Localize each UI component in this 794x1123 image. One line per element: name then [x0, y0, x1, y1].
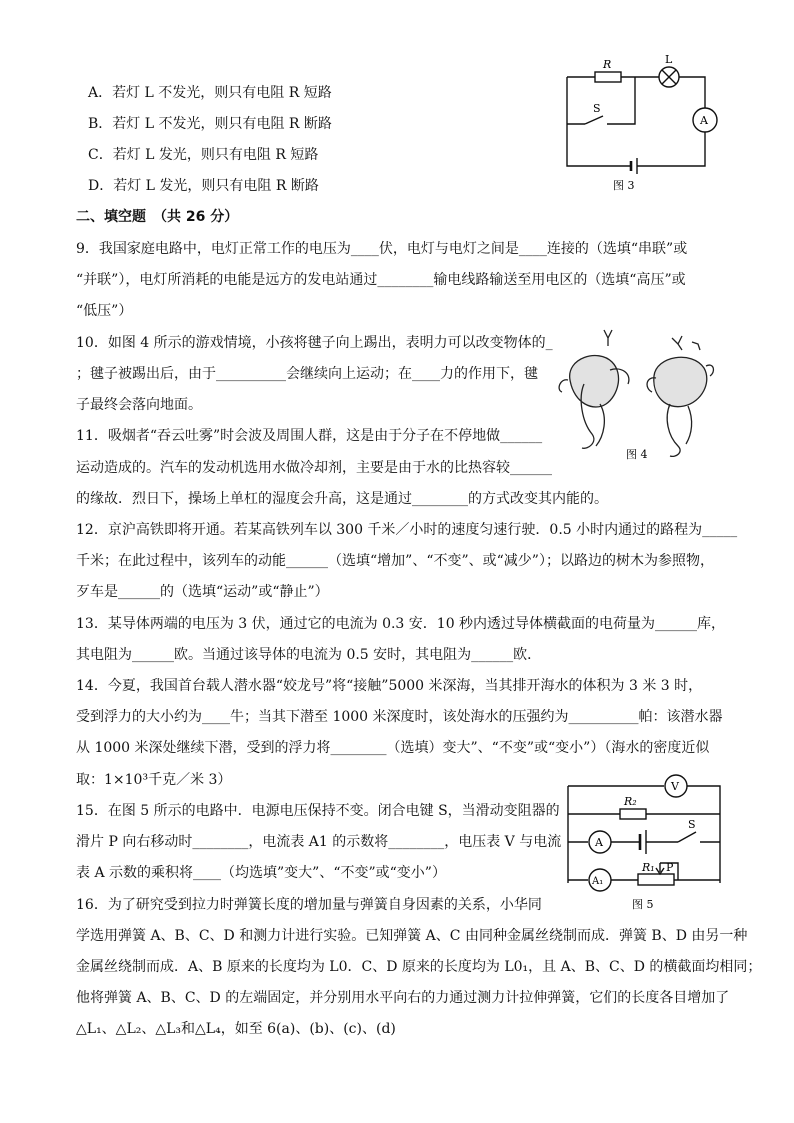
- q11-line-1: 11．吸烟者“吞云吐雾”时会波及周围人群，这是由于分子在不停地做______: [76, 428, 543, 444]
- q9-line-1: 9．我国家庭电路中，电灯正常工作的电压为____伏，电灯与电灯之间是____连接的（选填“串联”或: [76, 241, 688, 257]
- q12-line-3: 歹车是______的（选填“运动”或“静止”）: [76, 584, 329, 600]
- fig3-label-a: A: [700, 114, 708, 127]
- q16-line-3: 金属丝绕制而成．A、B 原来的长度均为 L0．C、D 原来的长度均为 L0₁，且 A、B、C、D 的横截面均相同；: [76, 959, 762, 975]
- q16-line-4: 他将弹簧 A、B、C、D 的左端固定，并分别用水平向右的力通过测力计拉伸弹簧，它们的长度各目增加了: [76, 990, 730, 1006]
- q15-line-1: 15．在图 5 所示的电路中．电源电压保持不变。闭合电键 S，当滑动变阻器的: [76, 803, 560, 819]
- option-a: A．若灯 L 不发光，则只有电阻 R 短路: [88, 85, 332, 101]
- q13-line-1: 13．某导体两端的电压为 3 伏，通过它的电流为 0.3 安．10 秒内透过导体横截面的电荷量为______库，: [76, 616, 726, 632]
- figure-4-shuttlecock-kids: [552, 318, 718, 464]
- fig3-caption: 图 3: [613, 179, 635, 192]
- q16-line-5: △L₁、△L₂、△L₃和△L₄，如至 6(a)、(b)、(c)、(d): [76, 1021, 396, 1037]
- fig5-label-p: P: [666, 861, 674, 874]
- q11-line-2: 运动造成的。汽车的发动机选用水做冷却剂，主要是由于水的比热容较______: [76, 460, 552, 476]
- q9-line-2: “并联”），电灯所消耗的电能是远方的发电站通过________输电线路输送至用电区的（选填“高压”或: [76, 272, 686, 288]
- fig5-label-r2: R₂: [624, 795, 637, 808]
- option-d: D．若灯 L 发光，则只有电阻 R 断路: [88, 178, 319, 194]
- fig5-caption: 图 5: [632, 898, 654, 911]
- fig5-label-a: A: [595, 836, 603, 849]
- option-b: B．若灯 L 不发光，则只有电阻 R 断路: [88, 116, 332, 132]
- fig3-label-l: L: [665, 53, 673, 66]
- fig5-label-a1: A₁: [592, 876, 604, 887]
- q10-line-3: 子最终会落向地面。: [76, 397, 202, 413]
- q14-line-2: 受到浮力的大小约为____牛；当其下潜至 1000 米深度时，该处海水的压强约为__________帕：该潜水器: [76, 709, 723, 725]
- fig4-caption: 图 4: [626, 448, 648, 461]
- fig5-label-v: V: [671, 780, 679, 793]
- fig5-label-r1: R₁: [642, 861, 655, 874]
- option-c: C．若灯 L 发光，则只有电阻 R 短路: [88, 147, 319, 163]
- q14-line-4: 取：1×10³千克／米 3）: [76, 772, 232, 788]
- fig5-label-s: S: [688, 818, 696, 831]
- fig3-label-s: S: [593, 102, 601, 115]
- q14-line-3: 从 1000 米深处继续下潜，受到的浮力将________（选填）变大”、“不变”或“变小”）（海水的密度近似: [76, 740, 710, 756]
- q10-line-2: ；毽子被踢出后，由于__________会继续向上运动；在____力的作用下，毽: [76, 366, 538, 382]
- q15-line-2: 滑片 P 向右移动时________，电流表 A1 的示数将________，电压表 V 与电流: [76, 834, 562, 850]
- q16-line-1: 16．为了研究受到拉力时弹簧长度的增加量与弹簧自身因素的关系，小华同: [76, 897, 542, 913]
- q12-line-2: 千米；在此过程中，该列车的动能______（选填“增加”、“不变”、或“减少”）；以路边的树木为参照物，: [76, 553, 714, 569]
- figure-5-circuit: [560, 768, 728, 914]
- q9-line-3: “低压”）: [76, 303, 133, 319]
- figure-3-circuit: [555, 52, 725, 192]
- section-title: 二、填空题 （共 26 分）: [76, 209, 239, 225]
- q15-line-3: 表 A 示数的乘积将____（均选填”变大”、“不变”或“变小”）: [76, 865, 446, 881]
- q13-line-2: 其电阻为______欧。当通过该导体的电流为 0.5 安时，其电阻为______欧．: [76, 647, 542, 663]
- q16-line-2: 学选用弹簧 A、B、C、D 和测力计进行实验。已知弹簧 A、C 由同种金属丝绕制而成．弹簧 B、D 由另一种: [76, 928, 748, 944]
- q10-line-1: 10．如图 4 所示的游戏情境，小孩将毽子向上踢出，表明力可以改变物体的_: [76, 335, 553, 351]
- fig3-label-r: R: [603, 58, 612, 71]
- q12-line-1: 12．京沪高铁即将开通。若某高铁列车以 300 千米／小时的速度匀速行驶．0.5 小时内通过的路程为_____: [76, 522, 738, 538]
- q11-line-3: 的缘故．烈日下，操场上单杠的湿度会升高，这是通过________的方式改变其内能的。: [76, 491, 608, 507]
- q14-line-1: 14．今夏，我国首台载人潜水器“姣龙号”将“接触”5000 米深海，当其排开海水的体积为 3 米 3 时，: [76, 678, 703, 694]
